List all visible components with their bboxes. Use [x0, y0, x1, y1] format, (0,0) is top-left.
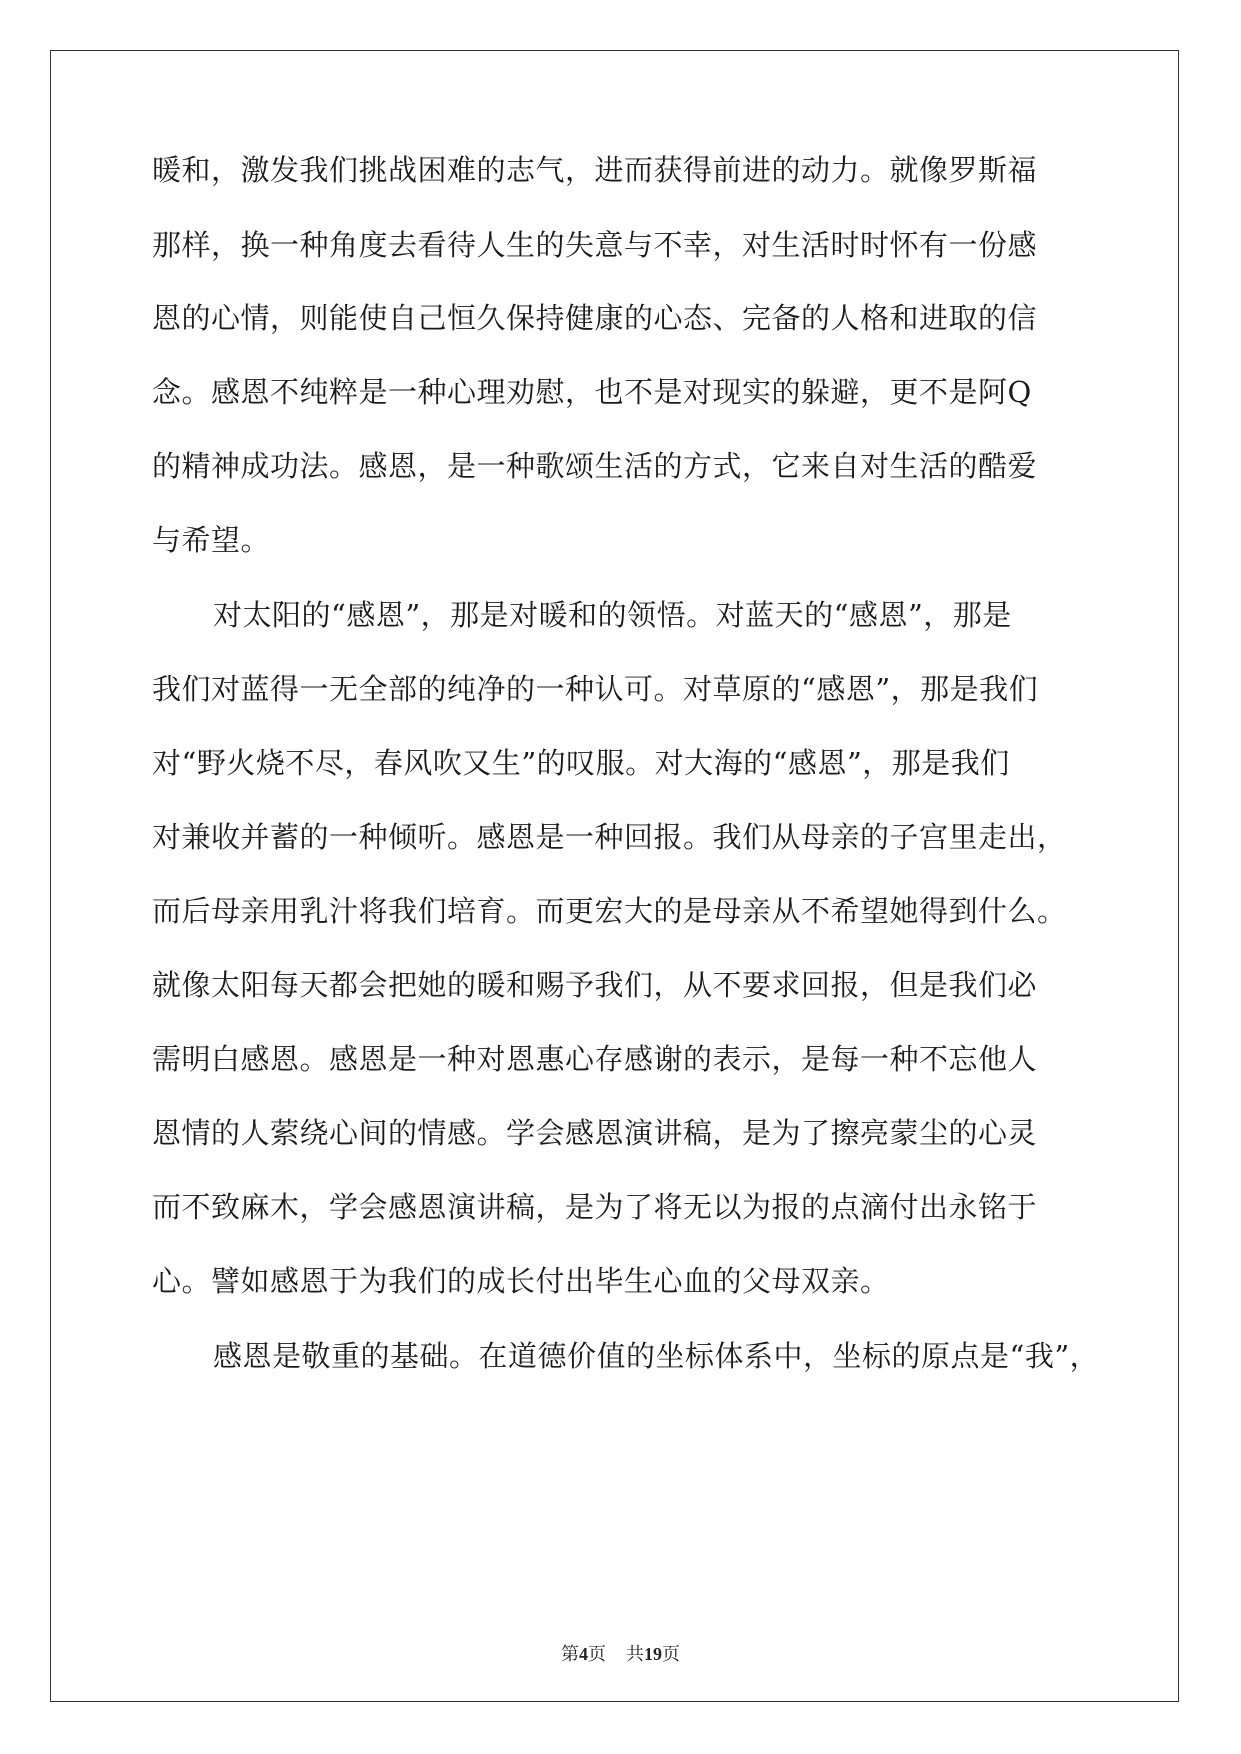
text-line: 我们对蓝得一无全部的纯净的一种认可。对草原的“感恩”，那是我们: [152, 672, 1039, 706]
text-line: 而后母亲用乳汁将我们培育。而更宏大的是母亲从不希望她得到什么。: [152, 894, 1067, 928]
page-number: 4: [579, 1644, 588, 1664]
total-prefix: 共: [626, 1644, 644, 1664]
text-line: 恩的心情，则能使自己恒久保持健康的心态、完备的人格和进取的信: [152, 301, 1038, 335]
text-line: 暖和，激发我们挑战困难的志气，进而获得前进的动力。就像罗斯福: [152, 153, 1038, 187]
paragraph-start-line: 感恩是敬重的基础。在道德价值的坐标体系中，坐标的原点是“我”，: [213, 1339, 1100, 1373]
page-footer: [0, 1640, 1241, 1666]
text-line: 的精神成功法。感恩，是一种歌颂生活的方式，它来自对生活的酷爱: [152, 449, 1038, 483]
text-line: 需明白感恩。感恩是一种对恩惠心存感谢的表示，是每一种不忘他人: [152, 1042, 1038, 1076]
total-pages: 19: [644, 1644, 662, 1664]
paragraph-start-line: 对太阳的“感恩”，那是对暖和的领悟。对蓝天的“感恩”，那是: [213, 598, 1012, 632]
text-line: 与希望。: [152, 523, 271, 557]
page-prefix: 第: [561, 1644, 579, 1664]
text-line: 而不致麻木，学会感恩演讲稿，是为了将无以为报的点滴付出永铭于: [152, 1190, 1038, 1224]
text-line: 就像太阳每天都会把她的暖和赐予我们，从不要求回报，但是我们必: [152, 968, 1038, 1002]
text-line: 恩情的人萦绕心间的情感。学会感恩演讲稿，是为了擦亮蒙尘的心灵: [152, 1116, 1038, 1150]
text-line: 对兼收并蓄的一种倾听。感恩是一种回报。我们从母亲的子宫里走出，: [152, 820, 1067, 854]
text-line: 念。感恩不纯粹是一种心理劝慰，也不是对现实的躲避，更不是阿Q: [152, 375, 1032, 409]
text-line: 对“野火烧不尽，春风吹又生”的叹服。对大海的“感恩”，那是我们: [152, 746, 1010, 780]
total-suffix: 页: [662, 1644, 680, 1664]
page-suffix: 页: [588, 1644, 606, 1664]
text-line: 心。譬如感恩于为我们的成长付出毕生心血的父母双亲。: [152, 1264, 890, 1298]
text-line: 那样，换一种角度去看待人生的失意与不幸，对生活时时怀有一份感: [152, 228, 1038, 262]
